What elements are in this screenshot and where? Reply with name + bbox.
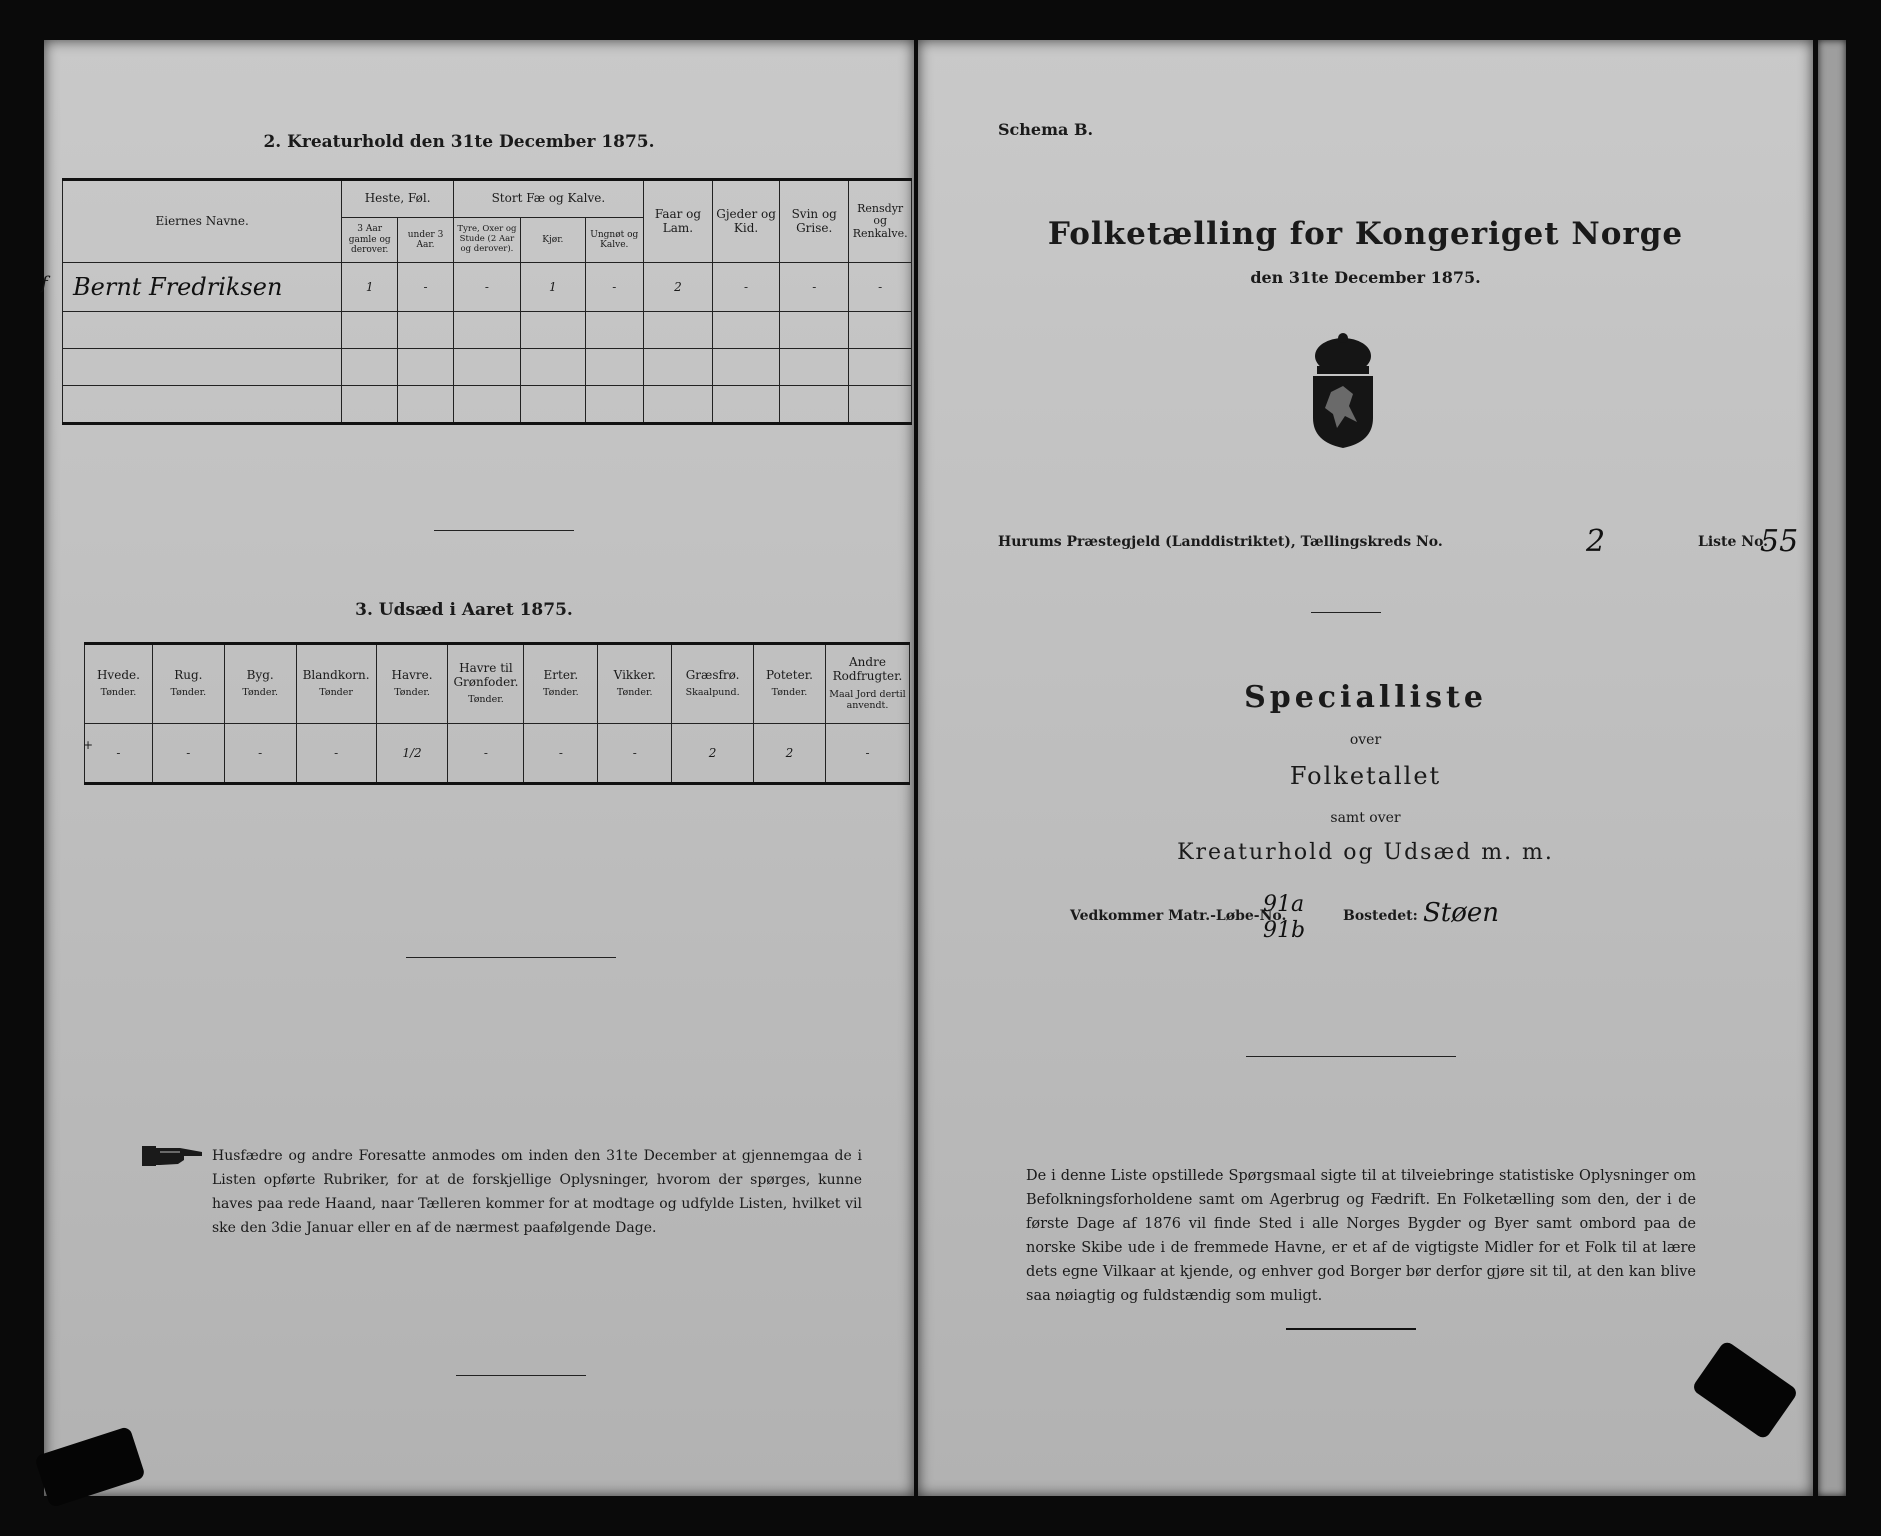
explanation-paragraph: De i denne Liste opstillede Spørgsmaal sigte til at tilveiebringe statistiske Oplysninger om Befolkningsforholdene samt om Agerbrug og Fædrift. En Folketælling som den, der i de første Dage af 1876 vil finde Sted i alle Norges Bygder og Byer samt ombord paa de norske Skibe ude i de fremmede Havne, er et af de vigtigste Midler for et Folk til at lære dets egne Vilkaar at kjende, og enhver god Borger bør derfor gjøre sit til, at den kan blive saa nøiagtig og fuldstændig som muligt.	[1026, 1168, 1696, 1304]
col-kjor-header: Kjør.	[520, 218, 585, 263]
gjeder-cell: -	[713, 263, 780, 312]
seed-col-name: Byg.	[246, 667, 274, 682]
heste-old-cell: 1	[342, 263, 398, 312]
seed-value: -	[865, 746, 870, 760]
seed-col-header	[448, 644, 524, 724]
seed-col-unit: Tønder.	[100, 687, 137, 699]
seed-value: 2	[708, 746, 717, 760]
seed-col-name: Blandkorn.	[302, 667, 370, 682]
group-storfe-header: Stort Fæ og Kalve.	[453, 180, 643, 218]
samt-over-text: samt over	[1330, 810, 1401, 826]
seed-col-header	[296, 644, 376, 724]
left-page	[41, 40, 914, 1496]
section3-title: 3. Udsæd i Aaret 1875.	[355, 600, 573, 620]
owner-cell	[41, 263, 342, 312]
divider	[434, 530, 574, 531]
col-ungnod-header: Ungnøt og Kalve.	[585, 218, 643, 263]
liste-value: 55	[1760, 524, 1799, 559]
livestock-empty-row	[63, 312, 912, 349]
seed-col-name: Rug.	[174, 667, 203, 682]
kreaturhold-title: Kreaturhold og Udsæd m. m.	[1177, 840, 1554, 865]
seed-header-row	[85, 644, 910, 724]
seed-value-cell	[152, 724, 224, 784]
seed-value-cell	[85, 724, 153, 784]
seed-value: -	[334, 746, 339, 760]
group-heste-header: Heste, Føl.	[342, 180, 454, 218]
bosted-label: Bostedet:	[1343, 908, 1418, 924]
seed-value: -	[186, 746, 191, 760]
livestock-table	[41, 178, 912, 425]
liste-label: Liste No.	[1698, 534, 1769, 550]
seed-col-unit: Tønder.	[242, 687, 279, 699]
schema-label: Schema B.	[998, 120, 1094, 139]
adjacent-page-edge	[1818, 40, 1846, 1496]
date-line: den 31te December 1875.	[1250, 268, 1481, 287]
folketallet-title: Folketallet	[1289, 762, 1442, 790]
col-owner-header: Eiernes Navne.	[63, 180, 342, 263]
seed-value: -	[558, 746, 563, 760]
ungnod-cell: -	[585, 263, 643, 312]
seed-value: -	[116, 746, 121, 760]
row-mark: f	[41, 273, 48, 294]
seed-col-unit: Tønder.	[543, 687, 579, 699]
seed-col-unit: Tønder.	[170, 687, 207, 699]
matr-value-1: 91a	[1263, 892, 1305, 917]
seed-value: -	[483, 746, 488, 760]
section2-title: 2. Kreaturhold den 31te December 1875.	[263, 132, 655, 152]
seed-col-name: Havre til Grønfoder.	[453, 660, 519, 689]
seed-col-name: Andre Rodfrugter.	[832, 655, 903, 684]
heste-young-cell: -	[398, 263, 454, 312]
seed-col-unit: Skaalpund.	[685, 687, 740, 699]
seed-col-name: Hvede.	[96, 667, 140, 682]
seed-col-header	[672, 644, 754, 724]
seed-col-unit: Tønder	[319, 687, 353, 699]
seed-value: 1/2	[402, 746, 422, 760]
seed-col-header	[376, 644, 448, 724]
livestock-row	[63, 263, 912, 312]
bosted-value: Støen	[1423, 898, 1500, 928]
seed-value-cell	[754, 724, 826, 784]
seed-col-header	[152, 644, 224, 724]
seed-value: 2	[785, 746, 794, 760]
seed-col-unit: Tønder.	[771, 687, 808, 699]
col-gjeder-header: Gjeder og Kid.	[713, 180, 780, 263]
seed-col-header	[85, 644, 153, 724]
divider	[1246, 1056, 1456, 1057]
divider	[1311, 612, 1381, 613]
seed-row-mark: +	[83, 738, 94, 752]
seed-col-name: Vikker.	[613, 667, 656, 682]
seed-col-unit: Tønder.	[468, 694, 504, 706]
divider	[456, 1375, 586, 1376]
over-text: over	[1349, 732, 1382, 748]
col-heste-old-header: 3 Aar gamle og derover.	[342, 218, 398, 263]
instructions-notice: Husfædre og andre Foresatte anmodes om inden den 31te December at gjennemgaa de i Listen opførte Rubriker, for at de forskjellige Oplysninger, hvorom der spørges, kunne haves paa rede Haand, naar Tælleren kommer for at modtage og udfylde Listen, hvilket vil ske den 3die Januar eller en af de nærmest paafølgende Dage.	[212, 1148, 862, 1236]
seed-value-cell	[825, 724, 909, 784]
seed-value-cell	[448, 724, 524, 784]
seed-col-unit: Tønder.	[394, 687, 430, 699]
seed-value-cell	[672, 724, 754, 784]
district-line: Hurums Præstegjeld (Landdistriktet), Tællingskreds No.	[998, 534, 1443, 550]
right-page	[918, 40, 1813, 1496]
seed-col-header	[825, 644, 909, 724]
kreds-value: 2	[1586, 524, 1606, 559]
seed-value-cell	[376, 724, 448, 784]
svin-cell: -	[780, 263, 849, 312]
matr-value-2: 91b	[1263, 918, 1306, 943]
seed-value-cell	[224, 724, 296, 784]
seed-col-header	[524, 644, 598, 724]
coat-of-arms-icon	[1303, 330, 1383, 450]
specialliste-title: Specialliste	[1244, 680, 1487, 715]
matr-label: Vedkommer Matr.-Løbe-No.	[1070, 908, 1287, 924]
seed-table	[84, 642, 910, 785]
seed-col-header	[754, 644, 826, 724]
pointing-hand-icon	[140, 1140, 206, 1170]
divider	[1286, 1328, 1416, 1330]
seed-col-header	[598, 644, 672, 724]
col-tyre-header: Tyre, Oxer og Stude (2 Aar og derover).	[453, 218, 520, 263]
seed-col-name: Erter.	[543, 667, 579, 682]
seed-value: -	[258, 746, 263, 760]
seed-value-cell	[524, 724, 598, 784]
seed-col-unit: Maal Jord dertil anvendt.	[829, 688, 906, 711]
col-heste-young-header: under 3 Aar.	[398, 218, 454, 263]
seed-value-cell	[598, 724, 672, 784]
tyre-cell: -	[453, 263, 520, 312]
seed-col-name: Græsfrø.	[685, 667, 740, 682]
col-rensdyr-header: Rensdyr og Renkalve.	[849, 180, 912, 263]
seed-value: -	[632, 746, 637, 760]
rensdyr-cell: -	[849, 263, 912, 312]
kjor-cell: 1	[520, 263, 585, 312]
seed-col-name: Poteter.	[766, 667, 813, 682]
col-faar-header: Faar og Lam.	[643, 180, 712, 263]
seed-value-cell	[296, 724, 376, 784]
seed-col-header	[224, 644, 296, 724]
livestock-empty-row	[63, 349, 912, 386]
faar-cell: 2	[643, 263, 712, 312]
livestock-empty-row	[63, 386, 912, 424]
seed-col-name: Havre.	[391, 667, 433, 682]
seed-col-unit: Tønder.	[616, 687, 653, 699]
col-svin-header: Svin og Grise.	[780, 180, 849, 263]
divider	[406, 957, 616, 958]
owner-name: Bernt Fredriksen	[73, 273, 283, 301]
main-title: Folketælling for Kongeriget Norge	[1047, 216, 1684, 252]
seed-value-row	[85, 724, 910, 784]
